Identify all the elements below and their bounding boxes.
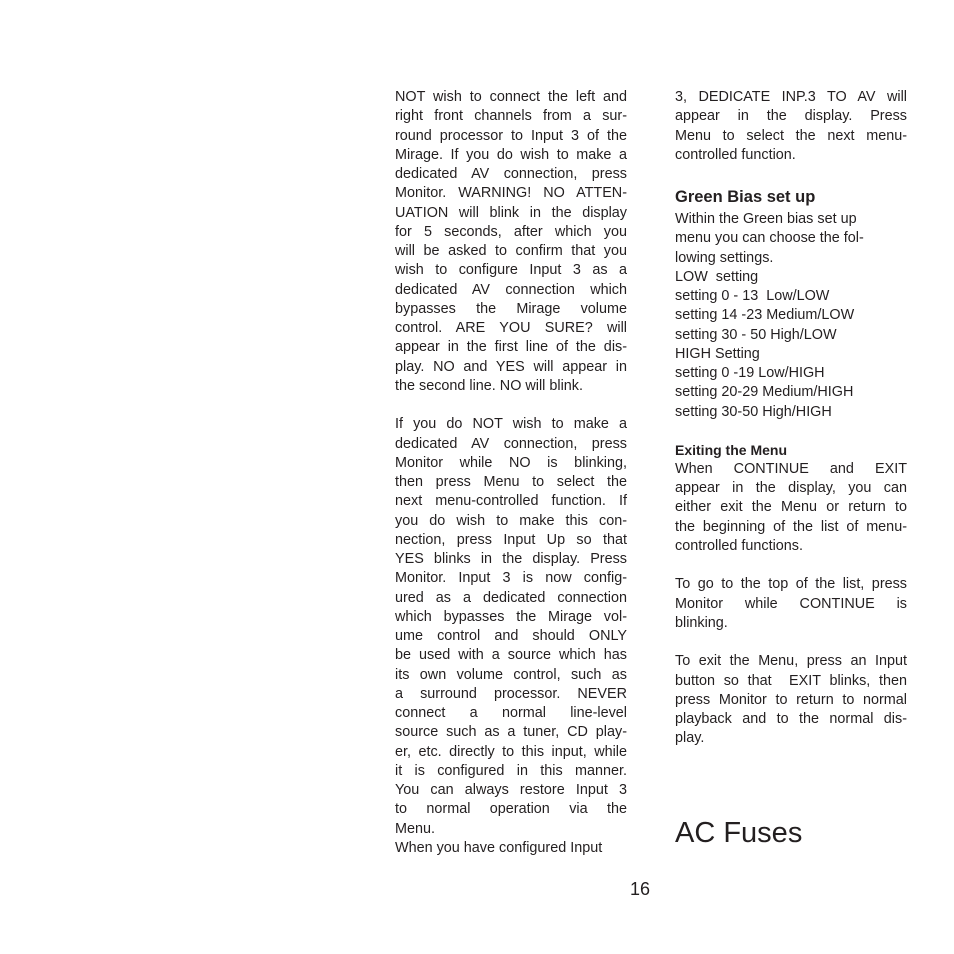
page-number: 16 [630, 879, 651, 899]
text-line: either exit the Menu or return to [675, 499, 907, 516]
text-line: then press Menu to select the [395, 474, 627, 490]
text-line: wish to configure Input 3 as a [395, 262, 627, 279]
text-line: play. NO and YES will appear in [395, 358, 627, 375]
text-line: HIGH Setting [675, 345, 760, 362]
text-line: dedicated AV connection, press [395, 166, 627, 182]
text-line: to normal operation via the [395, 801, 627, 818]
right-column [675, 88, 907, 749]
text-line: round processor to Input 3 of the [395, 127, 627, 144]
text-line: setting 20-29 Medium/HIGH [675, 384, 854, 401]
text-line: bypasses the Mirage volume [395, 300, 627, 317]
exiting-menu-heading: Exiting the Menu [675, 441, 787, 458]
green-bias-heading: Green Bias set up [675, 188, 816, 206]
text-line: Within the Green bias set up [675, 211, 857, 227]
text-line: LOW setting [675, 268, 759, 285]
text-line: setting 30 - 50 High/LOW [675, 326, 837, 343]
green-bias-text [675, 210, 907, 422]
text-line: Monitor. WARNING! NO ATTEN- [395, 185, 627, 202]
left-paragraph-2 [395, 415, 627, 858]
left-paragraph-1 [395, 88, 627, 396]
text-line: Menu to select the next menu- [675, 127, 907, 144]
text-line: controlled functions. [675, 537, 803, 554]
text-line: 3, DEDICATE INP.3 TO AV will [675, 89, 907, 105]
text-line: for 5 seconds, after which you [395, 223, 627, 240]
text-line: UATION will blink in the display [395, 204, 627, 221]
text-line: When CONTINUE and EXIT [675, 460, 907, 477]
text-line: setting 14 -23 Medium/LOW [675, 307, 855, 324]
text-line: setting 30-50 High/HIGH [675, 403, 832, 420]
text-line: control. ARE YOU SURE? will [395, 320, 627, 336]
text-line: the beginning of the list of menu- [675, 518, 907, 535]
text-line: be used with a source which has [395, 647, 627, 664]
text-line: next menu-controlled function. If [395, 493, 627, 510]
text-line: ume control and should ONLY [395, 628, 627, 644]
text-line: its own volume control, such as [395, 666, 627, 683]
text-line: appear in the first line of the dis- [395, 339, 627, 356]
text-line: appear in the display, you can [675, 480, 907, 496]
text-line: playback and to the normal dis- [675, 711, 907, 727]
text-line: you do wish to make this con- [395, 512, 627, 529]
text-line: setting 0 -19 Low/HIGH [675, 365, 825, 381]
exiting-paragraph-2 [675, 575, 907, 633]
text-line: it is configured in this manner. [395, 762, 627, 779]
exiting-paragraph-1 [675, 460, 907, 556]
left-column [395, 88, 627, 858]
text-line: appear in the display. Press [675, 108, 907, 125]
text-line: When you have configured Input [395, 839, 603, 856]
text-line: Monitor while CONTINUE is [675, 595, 907, 612]
text-line: right front channels from a sur- [395, 108, 627, 125]
text-line: To go to the top of the list, press [675, 576, 907, 593]
text-line: er, etc. directly to this input, while [395, 743, 627, 760]
text-line: play. [675, 730, 705, 747]
text-line: NOT wish to connect the left and [395, 89, 627, 105]
right-paragraph-1 [675, 88, 907, 165]
text-line: dedicated AV connection which [395, 281, 627, 298]
text-line: You can always restore Input 3 [395, 782, 627, 798]
text-line: menu you can choose the fol- [675, 230, 864, 247]
text-line: setting 0 - 13 Low/LOW [675, 288, 830, 304]
text-line: a surround processor. NEVER [395, 685, 627, 702]
text-line: If you do NOT wish to make a [395, 416, 627, 433]
text-line: will be asked to confirm that you [395, 243, 627, 259]
ac-fuses-heading: AC Fuses [675, 817, 803, 849]
text-line: controlled function. [675, 146, 796, 163]
paragraph-gap [675, 633, 907, 652]
text-line: Monitor while NO is blinking, [395, 454, 627, 471]
text-line: To exit the Menu, press an Input [675, 653, 907, 670]
text-line: the second line. NO will blink. [395, 377, 583, 394]
exiting-paragraph-3 [675, 652, 907, 748]
text-line: button so that EXIT blinks, then [675, 672, 907, 689]
text-line: ured as a dedicated connection [395, 589, 627, 606]
text-line: Monitor. Input 3 is now config- [395, 570, 627, 587]
paragraph-gap [395, 396, 627, 415]
text-line: source such as a tuner, CD play- [395, 724, 627, 741]
text-line: YES blinks in the display. Press [395, 551, 627, 567]
paragraph-gap [675, 556, 907, 575]
text-line: press Monitor to return to normal [675, 691, 907, 708]
text-line: dedicated AV connection, press [395, 435, 627, 452]
text-line: nection, press Input Up so that [395, 531, 627, 548]
text-line: Mirage. If you do wish to make a [395, 146, 627, 163]
text-line: lowing settings. [675, 249, 774, 266]
text-line: connect a normal line-level [395, 705, 627, 721]
text-line: Menu. [395, 820, 435, 837]
text-line: which bypasses the Mirage vol- [395, 608, 627, 625]
text-line: blinking. [675, 614, 728, 631]
